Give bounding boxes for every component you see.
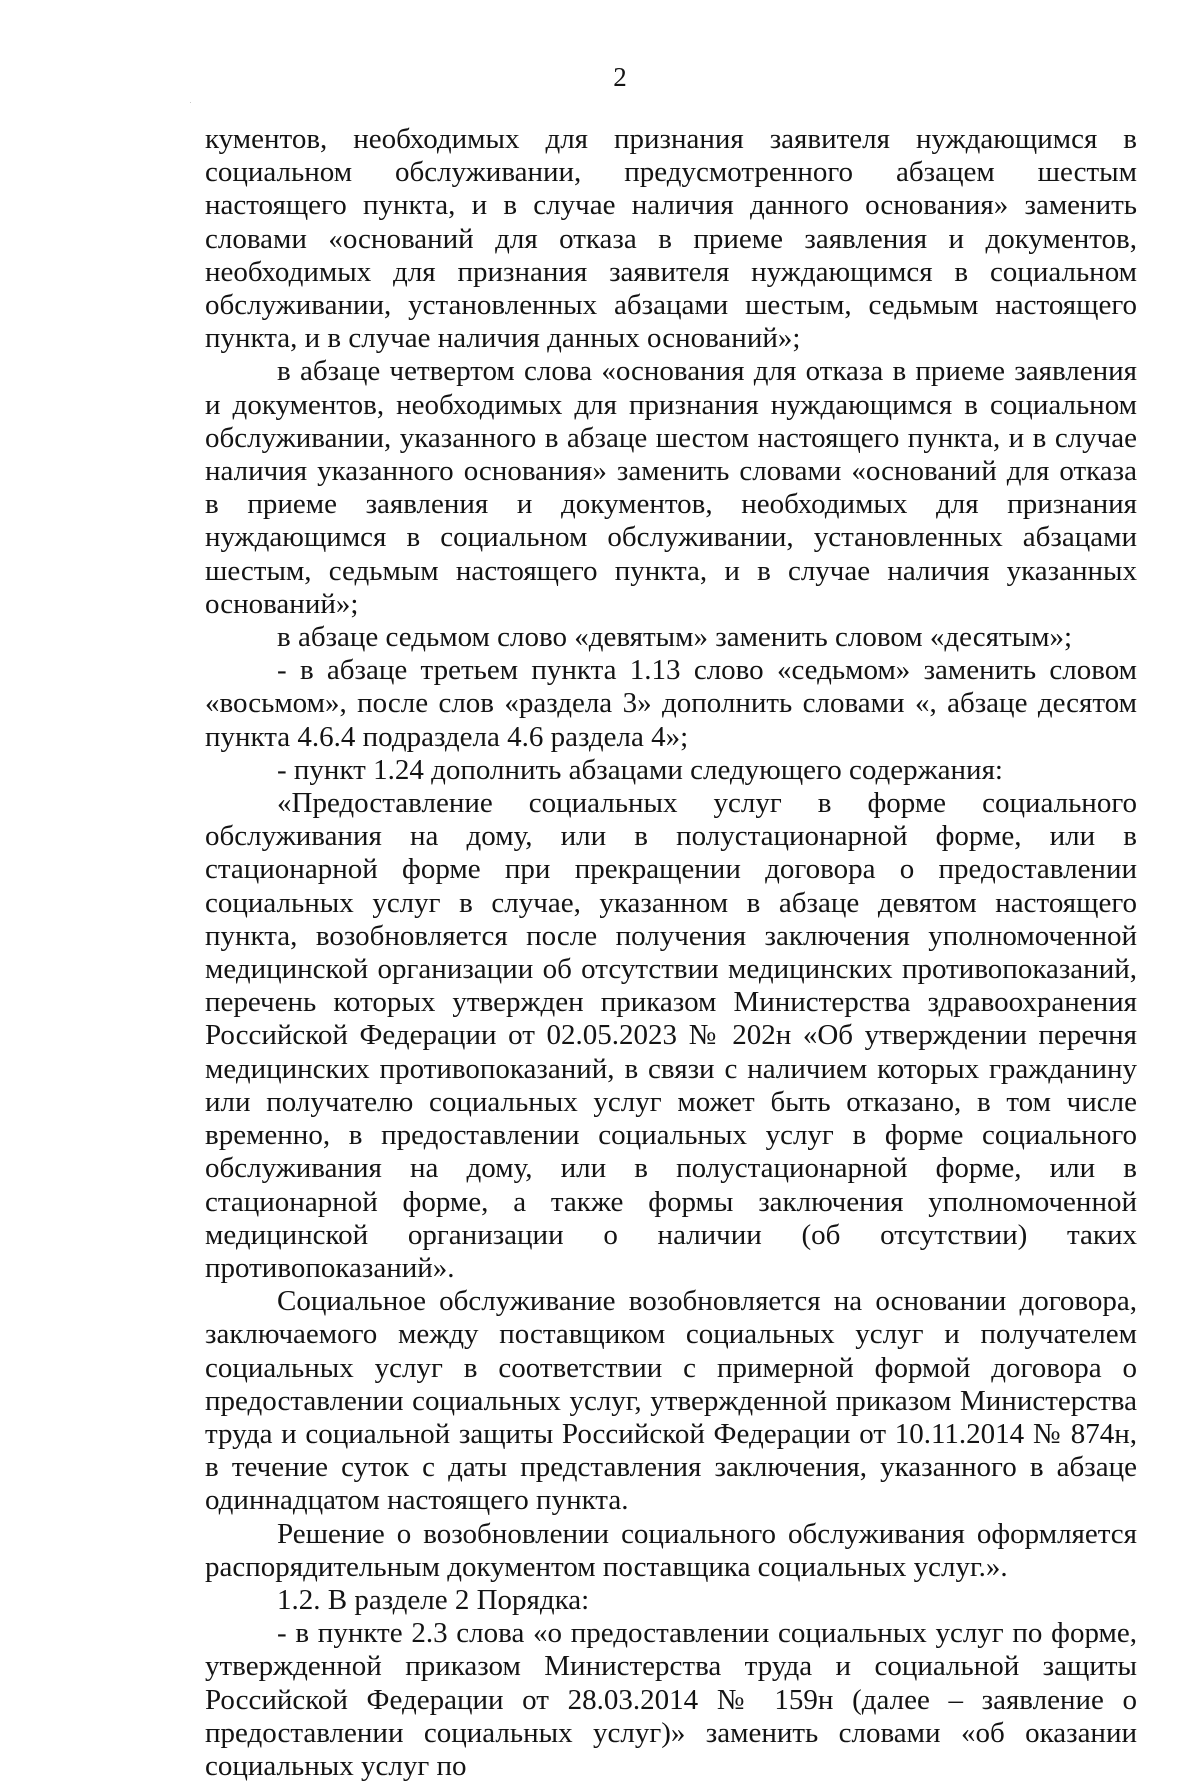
paragraph-quoted-provision: «Предоставление социальных услуг в форме социального обслуживания на дому, или в полустационарной форме, или в стационарной форме при прекращении договора о предоставлении социальных услуг в случае, указанном в абзаце девятом настоящего пункта, возобновляется после получения заключения уполномоченной медицинской организации об отсутствии медицинских противопоказаний, перечень которых утвержден приказом Министерства здравоохранения Российской Федерации от 02.05.2023 № 202н «Об утверждении перечня медицинских противопоказаний, в связи с наличием которых гражданину или получателю социальных услуг может быть отказано, в том числе временно, в предоставлении социальных услуг в форме социального обслуживания на дому, или в полустационарной форме, или в стационарной форме, а также формы заключения уполномоченной медицинской организации о наличии (об отсутствии) таких противопоказаний». [205, 787, 1137, 1284]
scan-speck [190, 102, 191, 103]
paragraph-item-2-3: - в пункте 2.3 слова «о предоставлении социальных услуг по форме, утвержденной приказом Министерства труда и социальной защиты Российской Федерации от 28.03.2014 № 159н (далее – заявление о предоставлении социальных услуг)» заменить словами «об оказании социальных услуг по [205, 1617, 1137, 1782]
paragraph-item-1-13: - в абзаце третьем пункта 1.13 слово «седьмом» заменить словом «восьмом», после слов «раздела 3» дополнить словами «, абзаце десятом пункта 4.6.4 подраздела 4.6 раздела 4»; [205, 654, 1137, 753]
paragraph-amendment-fourth: в абзаце четвертом слова «основания для отказа в приеме заявления и документов, необходимых для признания нуждающимся в социальном обслуживании, указанного в абзаце шестом настоящего пункта, и в случае наличия указанного основания» заменить словами «оснований для отказа в приеме заявления и документов, необходимых для признания нуждающимся в социальном обслуживании, установленных абзацами шестым, седьмым настоящего пункта, и в случае наличия указанных оснований»; [205, 355, 1137, 620]
paragraph-decision: Решение о возобновлении социального обслуживания оформляется распорядительным документом поставщика социальных услуг.». [205, 1517, 1137, 1583]
section-heading-1-2: 1.2. В разделе 2 Порядка: [277, 1583, 590, 1616]
paragraph-resumption: Социальное обслуживание возобновляется на основании договора, заключаемого между поставщиком социальных услуг и получателем социальных услуг в соответствии с примерной формой договора о предоставлении социальных услуг, утвержденной приказом Министерства труда и социальной защиты Российской Федерации от 10.11.2014 № 874н, в течение суток с даты представления заключения, указанного в абзаце одиннадцатом настоящего пункта. [205, 1285, 1137, 1517]
document-body [205, 123, 1137, 1783]
page-number: 2 [613, 62, 627, 92]
paragraph-amendment-seventh: в абзаце седьмом слово «девятым» заменить словом «десятым»; [277, 621, 1073, 654]
paragraph-item-1-24: - пункт 1.24 дополнить абзацами следующего содержания: [277, 753, 1003, 786]
paragraph-continuation: кументов, необходимых для признания заявителя нуждающимся в социальном обслуживании, предусмотренного абзацем шестым настоящего пункта, и в случае наличия данного основания» заменить словами «оснований для отказа в приеме заявления и документов, необходимых для признания заявителя нуждающимся в социальном обслуживании, установленных абзацами шестым, седьмым настоящего пункта, и в случае наличия данных оснований»; [205, 123, 1137, 355]
